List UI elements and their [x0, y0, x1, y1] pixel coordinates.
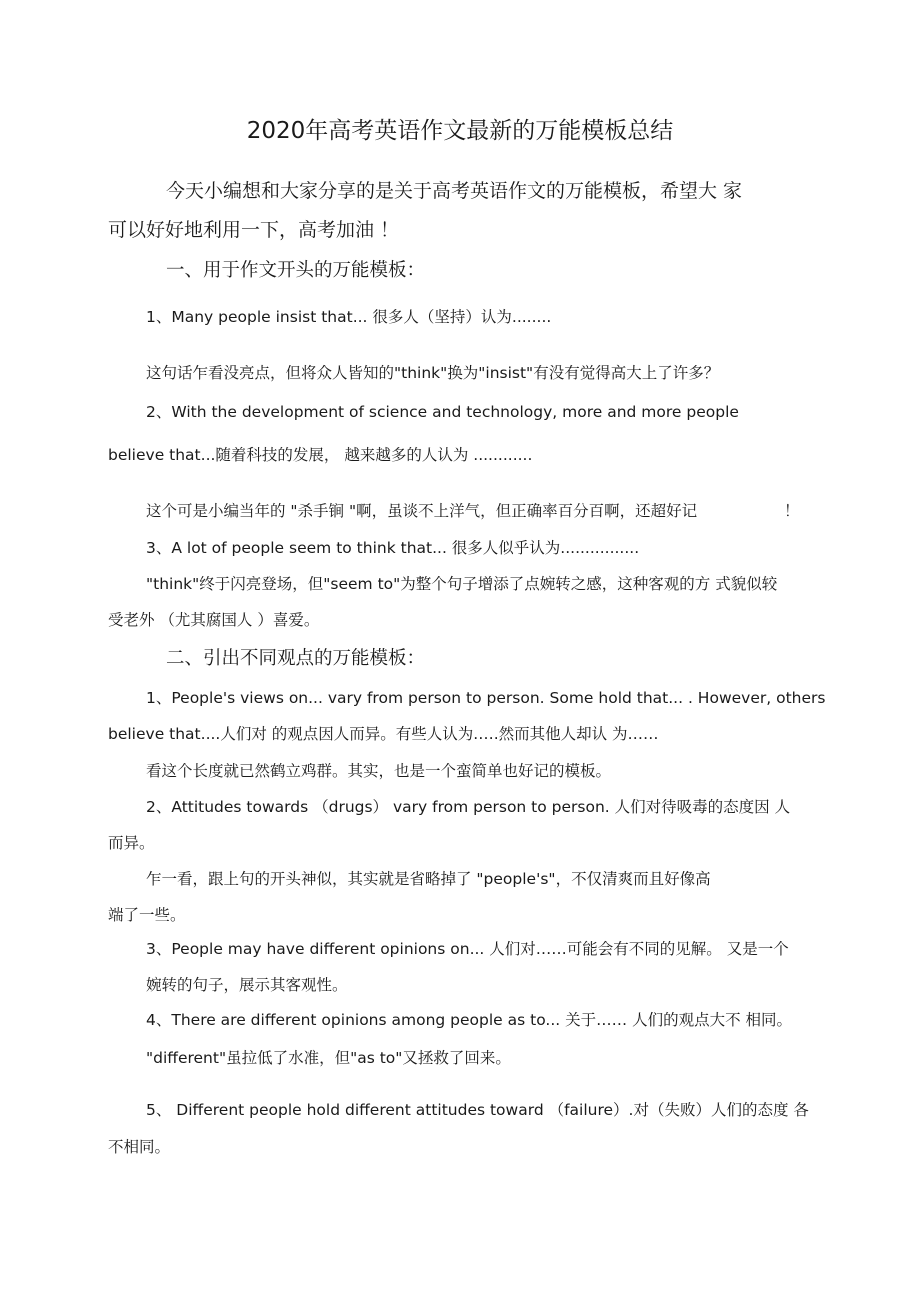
s2-item-3-line-2: 婉转的句子，展示其客观性。 — [146, 976, 348, 994]
s1-item-2-line-1: 2、With the development of science and technology, more and more people — [146, 403, 739, 421]
s2-item-2-comment-2: 端了一些。 — [108, 906, 186, 924]
intro-line-1: 今天小编想和大家分享的是关于高考英语作文的万能模板，希望大 家 — [166, 180, 743, 202]
s2-item-4-line-1: 4、There are different opinions among people as to... 关于…… 人们的观点大不 相同。 — [146, 1011, 792, 1029]
s2-item-5-line-2: 不相同。 — [108, 1138, 171, 1156]
s1-item-2-comment-1: 这个可是小编当年的 "杀手锏 "啊，虽谈不上洋气，但正确率百分百啊，还超好记 — [146, 502, 698, 520]
s2-item-3-line-1: 3、People may have different opinions on... 人们对……可能会有不同的见解。 又是一个 — [146, 940, 789, 958]
intro-line-2: 可以好好地利用一下，高考加油 ！ — [108, 219, 400, 241]
s2-item-2-comment-1: 乍一看，跟上句的开头神似，其实就是省略掉了 "people's"，不仅清爽而且好像高 — [146, 870, 711, 888]
section-2-heading: 二、引出不同观点的万能模板： — [166, 648, 426, 669]
s2-item-1-line-2: believe that....人们对 的观点因人而异。有些人认为.….然而其他人却认 为…… — [108, 725, 659, 743]
s2-item-1-comment-1: 看这个长度就已然鹤立鸡群。其实，也是一个蛮简单也好记的模板。 — [146, 762, 612, 780]
page-title: 2020年高考英语作文最新的万能模板总结 — [246, 118, 674, 144]
s1-item-2-comment-2: ！ — [784, 502, 800, 520]
s1-item-2-line-2: believe that...随着科技的发展， 越来越多的人认为 ............ — [108, 446, 533, 464]
s1-item-1-line-1: 1、Many people insist that... 很多人（坚持）认为........ — [146, 308, 552, 326]
s2-item-5-line-1: 5、 Different people hold different attitudes toward （failure）.对（失败）人们的态度 各 — [146, 1101, 809, 1119]
s2-item-2-line-2: 而异。 — [108, 834, 155, 852]
s2-item-4-line-2: "different"虽拉低了水准，但"as to"又拯救了回来。 — [146, 1049, 511, 1067]
s1-item-3-line-1: 3、A lot of people seem to think that... 很多人似乎认为................ — [146, 539, 640, 557]
s2-item-1-line-1: 1、People's views on... vary from person to person. Some hold that... . However, others — [146, 689, 826, 707]
s2-item-2-line-1: 2、Attitudes towards （drugs） vary from person to person. 人们对待吸毒的态度因 人 — [146, 798, 791, 816]
s1-item-3-comment-2: 受老外 （尤其腐国人 ）喜爱。 — [108, 611, 320, 629]
section-1-heading: 一、用于作文开头的万能模板： — [166, 260, 426, 281]
s1-item-1-comment-1: 这句话乍看没亮点，但将众人皆知的"think"换为"insist"有没有觉得高大上了许多？ — [146, 364, 720, 382]
s1-item-3-comment-1: "think"终于闪亮登场，但"seem to"为整个句子增添了点婉转之感，这种客观的方 式貌似较 — [146, 575, 778, 593]
